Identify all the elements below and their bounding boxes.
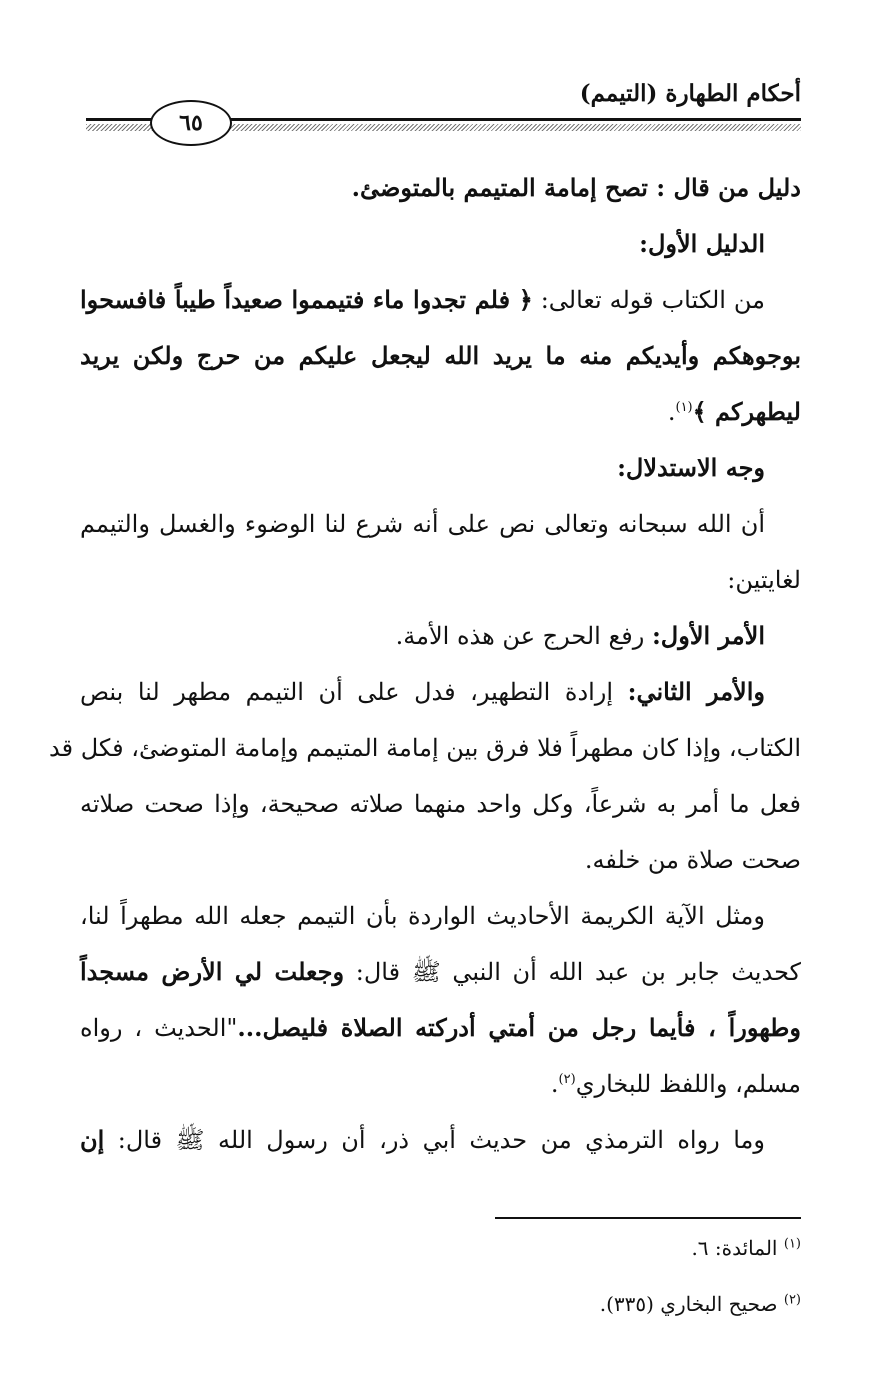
text-run: "الحديث ، رواه xyxy=(80,1014,238,1042)
hadith-quote: وجعلت لي الأرض مسجداً xyxy=(80,957,345,986)
footnote-text: المائدة: ٦. xyxy=(691,1236,778,1260)
quran-quote: ليطهركم ﴾ xyxy=(692,397,801,426)
subheading-first-evidence: الدليل الأول: xyxy=(639,229,765,258)
paragraph-line xyxy=(80,272,801,328)
paragraph-line: الكتاب، وإذا كان مطهراً فلا فرق بين إمامة المتيمم وإمامة المتوضئ، فكل قد xyxy=(49,734,801,762)
page-number-badge xyxy=(150,100,232,146)
section-heading: دليل من قال : تصح إمامة المتيمم بالمتوضئ. xyxy=(351,173,801,202)
text-run: إرادة التطهير، فدل على أن التيمم مطهر لنا بنص xyxy=(80,678,628,706)
footnote-ref: (٢) xyxy=(558,1072,576,1087)
text-run: كحديث جابر بن عبد الله أن النبي ﷺ قال: xyxy=(344,958,801,986)
paragraph-line xyxy=(80,384,801,440)
paragraph-line xyxy=(80,1056,801,1112)
paragraph-line xyxy=(80,664,801,720)
footnote-marker: (٢) xyxy=(783,1292,801,1308)
point-label: والأمر الثاني: xyxy=(627,677,765,706)
footnote-marker: (١) xyxy=(783,1236,801,1252)
paragraph-line: لغايتين: xyxy=(727,566,801,594)
footnote xyxy=(600,1292,801,1316)
quran-quote-line: بوجوهكم وأيديكم منه ما يريد الله ليجعل عليكم من حرج ولكن يريد xyxy=(80,341,801,370)
paragraph-line: أن الله سبحانه وتعالى نص على أنه شرع لنا الوضوء والغسل والتيمم xyxy=(80,510,765,538)
subheading-inference: وجه الاستدلال: xyxy=(617,453,765,482)
point-label: الأمر الأول: xyxy=(651,621,765,650)
paragraph-line xyxy=(80,1000,801,1056)
hadith-quote: وطهوراً ، فأيما رجل من أمتي أدركته الصلاة فليصل... xyxy=(237,1013,802,1042)
footnote-text: صحيح البخاري (٣٣٥). xyxy=(599,1292,778,1316)
paragraph-line: صحت صلاة من خلفه. xyxy=(584,846,801,874)
running-title: أحكام الطهارة (التيمم) xyxy=(579,80,801,107)
paragraph-line: ومثل الآية الكريمة الأحاديث الواردة بأن التيمم جعله الله مطهراً لنا، xyxy=(80,902,765,930)
main-text xyxy=(49,160,802,1168)
paragraph-line xyxy=(80,944,801,1000)
paragraph-line: فعل ما أمر به شرعاً، وكل واحد منهما صلاته صحيحة، وإذا صحت صلاته xyxy=(80,790,801,818)
quran-quote: ﴿ فلم تجدوا ماء فتيمموا صعيداً طيباً فافسحوا xyxy=(80,285,533,314)
paragraph-line xyxy=(80,608,801,664)
page-number: ٦٥ xyxy=(179,110,203,136)
text-run: . xyxy=(667,398,676,426)
footnote xyxy=(691,1236,801,1260)
text-run: مسلم، واللفظ للبخاري xyxy=(575,1070,801,1098)
hadith-quote: إن xyxy=(80,1125,105,1154)
paragraph-line xyxy=(80,1112,801,1168)
text-run: وما رواه الترمذي من حديث أبي ذر، أن رسول الله ﷺ قال: xyxy=(104,1126,765,1154)
footnote-ref: (١) xyxy=(675,400,693,415)
footnote-rule xyxy=(495,1217,801,1219)
text-run: من الكتاب قوله تعالى: xyxy=(532,286,765,314)
text-run: رفع الحرج عن هذه الأمة. xyxy=(395,622,652,650)
text-run: . xyxy=(550,1070,559,1098)
